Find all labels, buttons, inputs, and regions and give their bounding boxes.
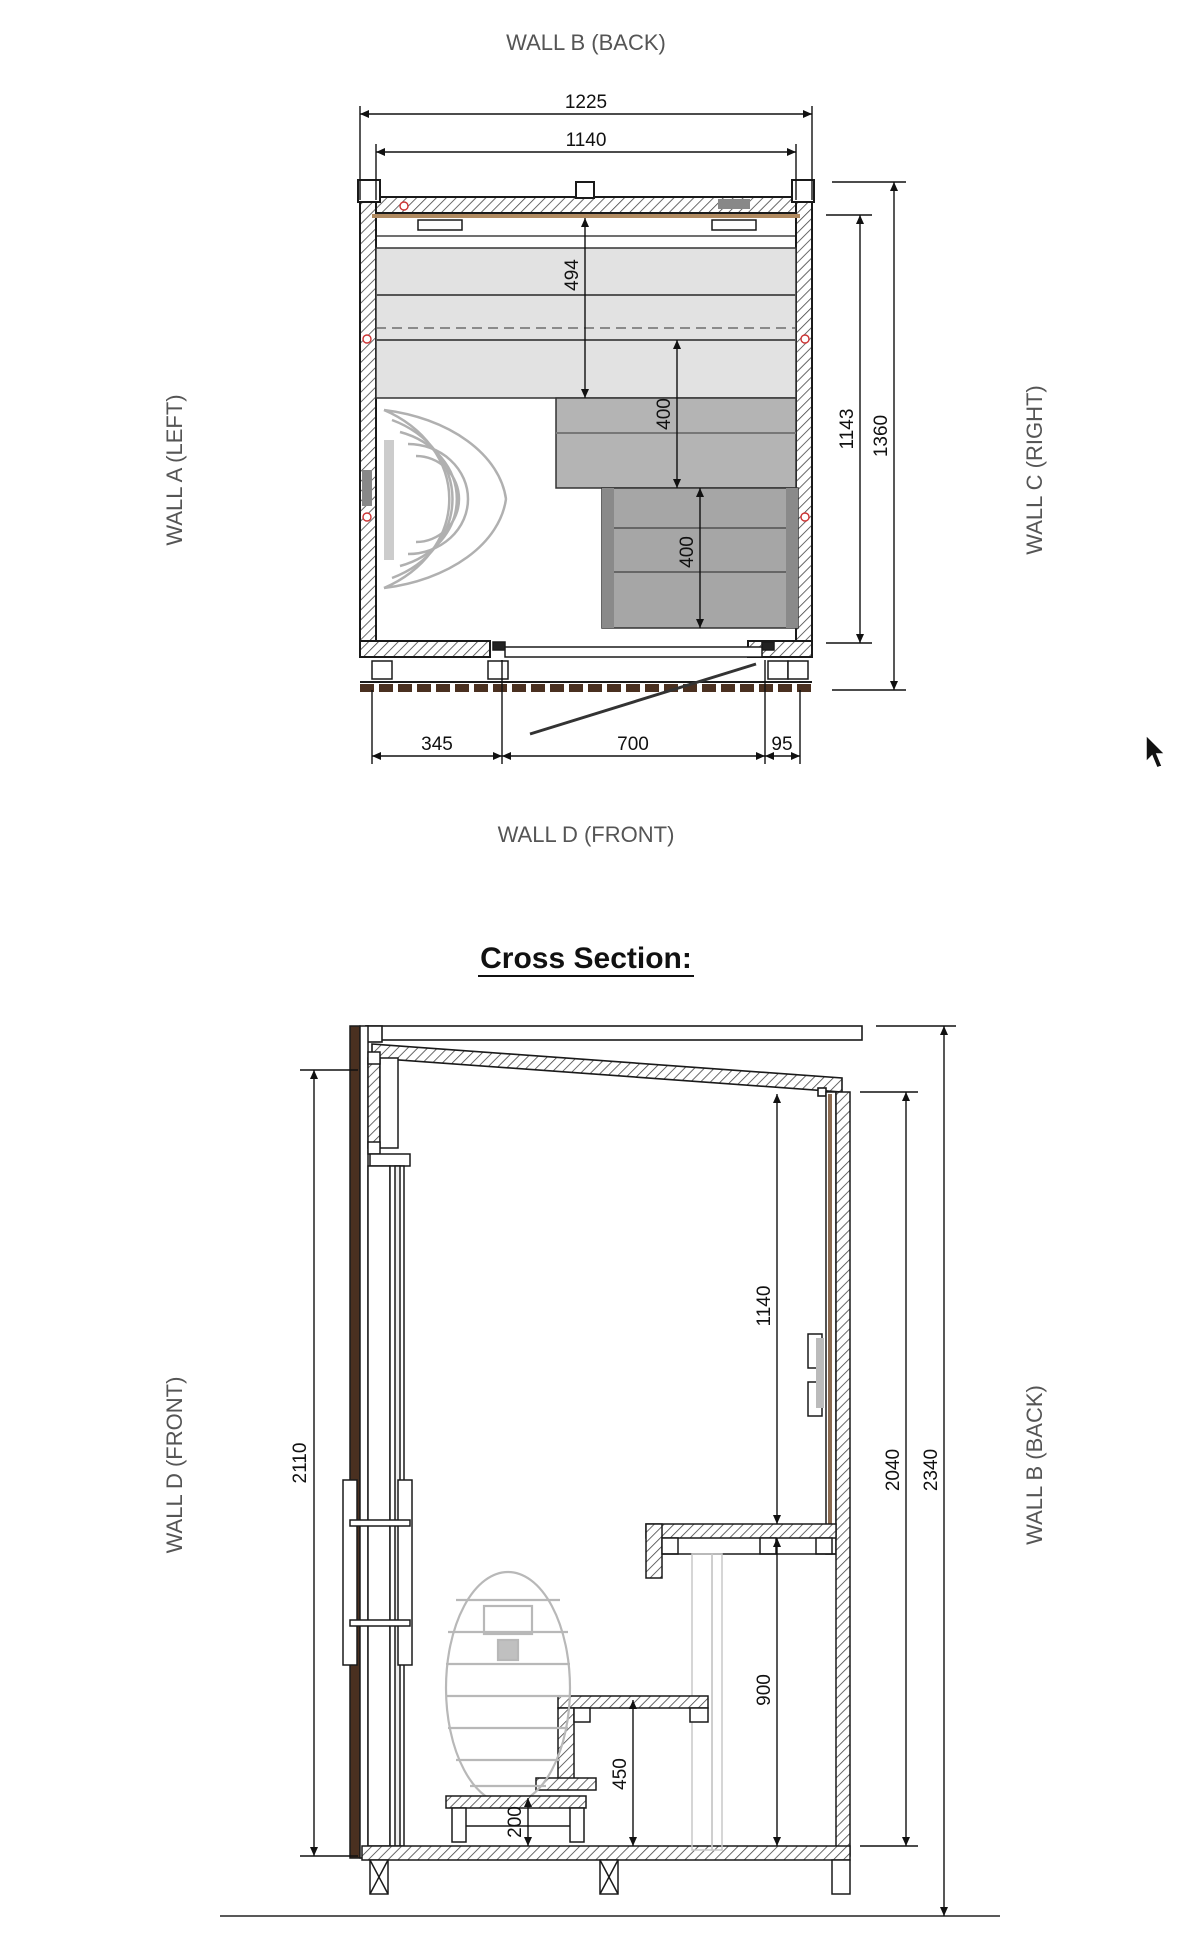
heater-plan [384, 410, 506, 588]
vent [418, 220, 462, 230]
roof [366, 1026, 862, 1096]
dim-inner-height: 2040 [883, 1448, 904, 1492]
floor-plan [162, 30, 1047, 847]
dim-upper-clearance: 1140 [754, 1285, 775, 1327]
dim-bench-depth: 494 [562, 259, 583, 291]
dim-bench-step-2: 400 [677, 536, 698, 568]
dim-inner-depth: 1143 [837, 408, 858, 450]
wall-a-label: WALL A (LEFT) [162, 394, 187, 546]
floor [362, 1846, 850, 1860]
section-wall-b-label: WALL B (BACK) [1022, 1385, 1047, 1545]
vent [712, 220, 756, 230]
door-swing [530, 664, 756, 734]
dim-front-left: 345 [421, 734, 453, 755]
heater-section [446, 1572, 570, 1804]
floor-joists [370, 1860, 850, 1894]
wall-d-label: WALL D (FRONT) [497, 822, 675, 847]
dim-door-width: 700 [617, 734, 649, 755]
front-wall-section [343, 1026, 412, 1858]
cursor-icon [1146, 735, 1165, 768]
dim-overall-height: 2340 [921, 1448, 942, 1492]
wall-c-label: WALL C (RIGHT) [1022, 385, 1047, 555]
upper-bench-section [646, 1524, 836, 1578]
upper-bench [376, 248, 796, 398]
dim-bench-height: 900 [754, 1674, 775, 1706]
dim-door-height: 2110 [290, 1442, 311, 1484]
back-wall-section [808, 1092, 850, 1856]
dim-inner-width: 1140 [565, 130, 607, 151]
dim-overall-width: 1225 [564, 92, 608, 113]
dim-bench-step-1: 400 [654, 398, 675, 430]
section-wall-d-label: WALL D (FRONT) [162, 1376, 187, 1554]
heater-mount [362, 470, 372, 506]
dim-front-right: 95 [771, 734, 793, 755]
dim-overall-depth: 1360 [871, 414, 892, 458]
cross-section [162, 942, 1047, 1916]
section-title: Cross Section: [480, 942, 692, 975]
dim-footrest-height: 200 [505, 1806, 526, 1838]
middle-bench [556, 398, 796, 488]
wall-b-label: WALL B (BACK) [506, 30, 666, 55]
dim-step-height: 450 [610, 1758, 631, 1790]
